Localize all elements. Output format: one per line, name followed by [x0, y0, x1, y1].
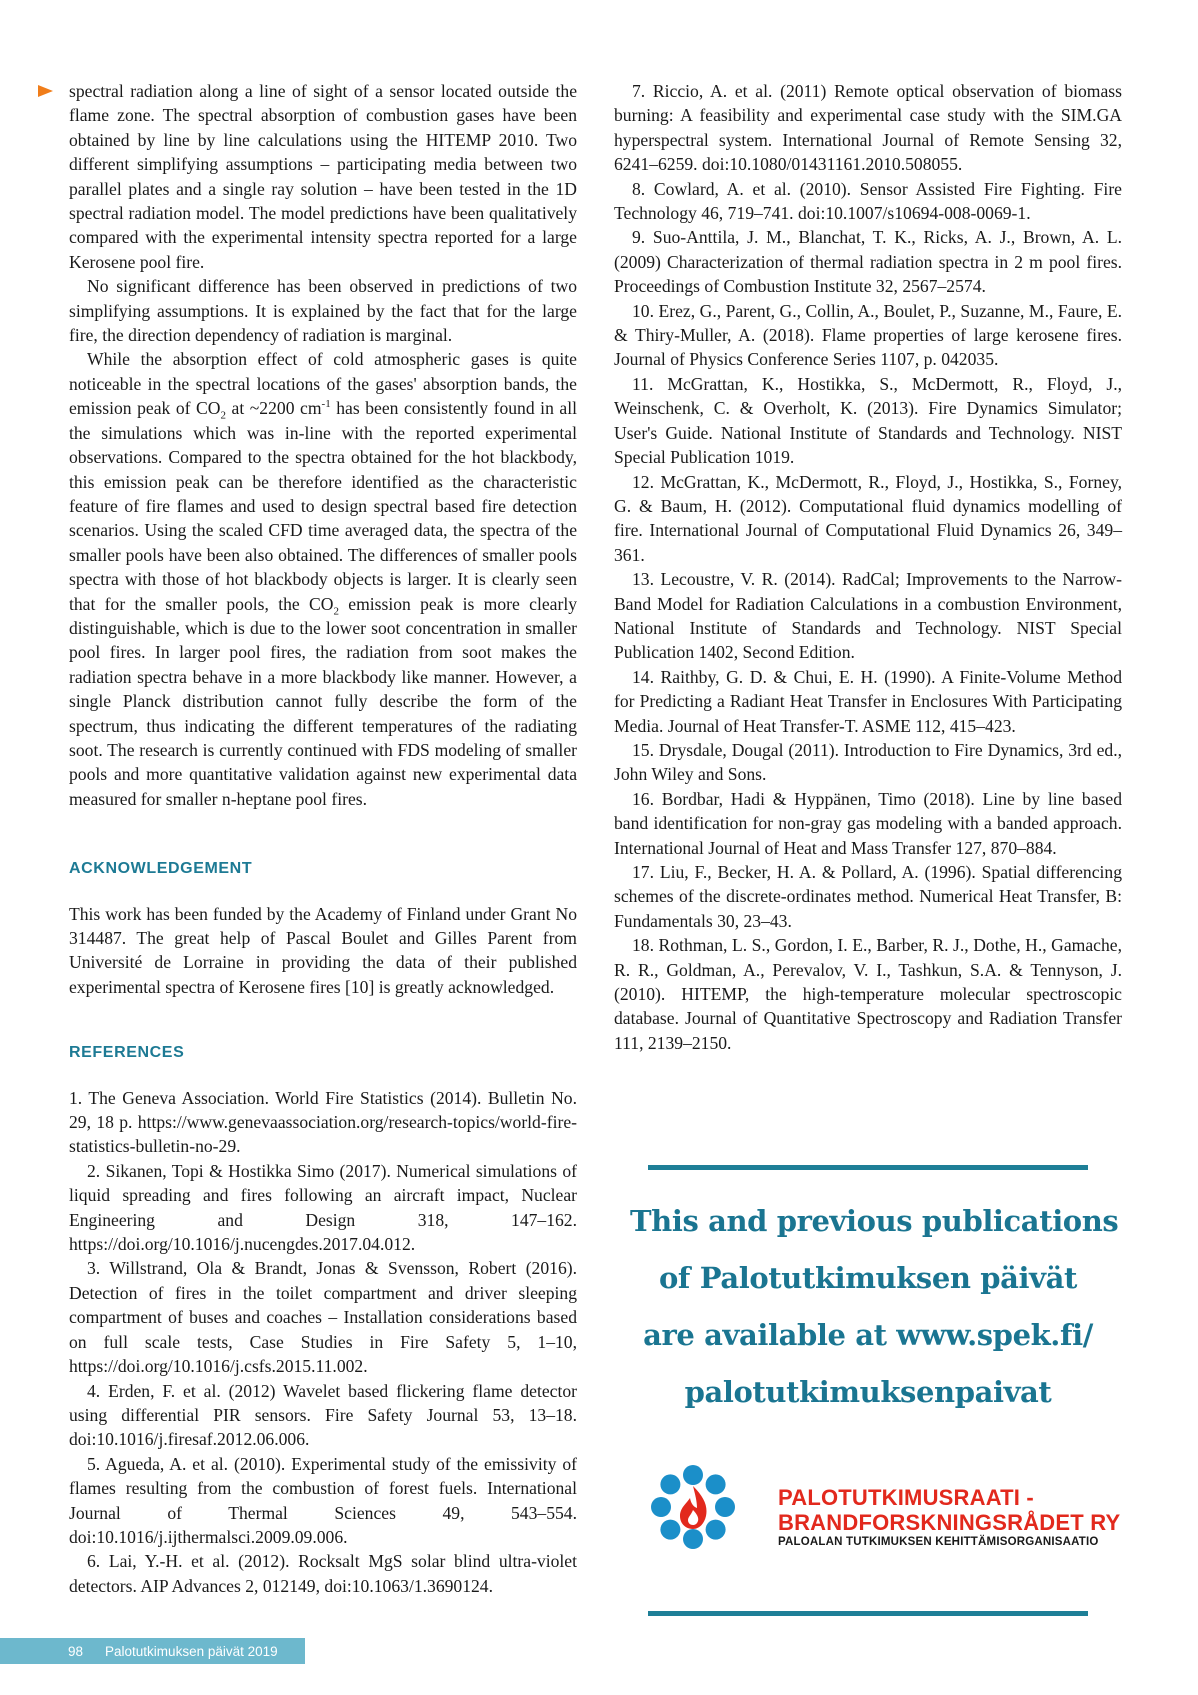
page-footer	[0, 1638, 305, 1664]
reference-item: 14. Raithby, G. D. & Chui, E. H. (1990). A Finite-Volume Method for Predicting a Radiant Heat Transfer in Enclosures With Participating Media. Journal of Heat Transfer-T. ASME 112, 415–423.	[614, 666, 1122, 736]
references-heading: REFERENCES	[69, 1044, 185, 1062]
body-paragraph-1: spectral radiation along a line of sight of a sensor located outside the flame zone. The spectral absorption of combustion gases have been obtained by line by line calculations using the HITEMP 2010. Two different simplifying assumptions – participating media between two parallel plates and a single ray solution – have been tested in the 1D spectral radiation model. The model predictions have been qualitatively compared with the experimental intensity spectra reported for a large Kerosene pool fire.	[69, 81, 577, 272]
acknowledgement-text: This work has been funded by the Academy of Finland under Grant No 314487. The great help of Pascal Boulet and Gilles Parent from Université de Lorraine in providing the data of their published experimental spectra of Kerosene fires [10] is greatly acknowledged.	[69, 903, 577, 997]
promo-top-rule	[648, 1165, 1088, 1170]
page-number: 98	[68, 1643, 84, 1659]
reference-item: 4. Erden, F. et al. (2012) Wavelet based flickering flame detector using differential PIR sensors. Fire Safety Journal 53, 13–18. doi:10.1016/j.firesaf.2012.06.006.	[69, 1380, 577, 1450]
p3-text-b: at ~2200 cm	[226, 398, 322, 419]
reference-item: 10. Erez, G., Parent, G., Collin, A., Boulet, P., Suzanne, M., Faure, E. & Thiry-Muller, A. (2018). Flame properties of large kerosene fires. Journal of Physics Conference Series 1107, p. 042035.	[614, 300, 1122, 370]
reference-item: 12. McGrattan, K., McDermott, R., Floyd, J., Hostikka, S., Forney, G. & Baum, H. (2012). Computational fluid dynamics modelling of fire. International Journal of Computational Fluid Dynamics 26, 349–361.	[614, 471, 1122, 565]
reference-item: 16. Bordbar, Hadi & Hyppänen, Timo (2018). Line by line based band identification for non-gray gas modeling with a banded approach. International Journal of Heat and Mass Transfer 127, 870–884.	[614, 788, 1122, 858]
left-column	[69, 79, 577, 1598]
reference-item: 3. Willstrand, Ola & Brandt, Jonas & Svensson, Robert (2016). Detection of fires in the toilet compartment and driver sleeping compartment of buses and coaches – Installation considerations based on full scale tests, Case Studies in Fire Safety 5, 1–10, https://doi.org/10.1016/j.csfs.2015.11.002.	[69, 1258, 577, 1377]
wavenumber-superscript: -1	[321, 398, 331, 411]
palotutkimusraati-logo-icon	[650, 1464, 736, 1550]
promo-bottom-rule	[648, 1611, 1088, 1616]
p3-text-a: While the absorption effect of cold atmospheric gases is quite noticeable in the spectral locations of the gases' absorption bands, the emission peak of CO	[69, 349, 577, 419]
promo-line: palotutkimuksenpaivat	[684, 1375, 1052, 1409]
reference-item: 6. Lai, Y.-H. et al. (2012). Rocksalt MgS solar blind ultra-violet detectors. AIP Advances 2, 012149, doi:10.1063/1.3690124.	[69, 1551, 577, 1596]
co2-subscript: 2	[333, 605, 339, 618]
reference-item: 7. Riccio, A. et al. (2011) Remote optical observation of biomass burning: A feasibility and experimental case study with the SIM.GA hyperspectral system. International Journal of Remote Sensing 32, 6241–6259. doi:10.1080/01431161.2010.508055.	[614, 81, 1122, 175]
publication-title: Palotutkimuksen päivät 2019	[105, 1643, 278, 1659]
body-paragraph-3	[69, 347, 577, 811]
reference-item: 18. Rothman, L. S., Gordon, I. E., Barber, R. J., Dothe, H., Gamache, R. R., Goldman, A., Perevalov, V. I., Tashkun, S.A. & Tennyson, J. (2010). HITEMP, the high-temperature molecular spectroscopic database. Journal of Quantitative Spectroscopy and Radiation Transfer 111, 2139–2150.	[614, 935, 1122, 1053]
reference-item: 5. Agueda, A. et al. (2010). Experimental study of the emissivity of flames resulting from the combustion of forest fuels. International Journal of Thermal Sciences 49, 543–554. doi:10.1016/j.ijthermalsci.2009.09.006.	[69, 1453, 577, 1547]
org-tagline: PALOALAN TUTKIMUKSEN KEHITTÄMISORGANISAATIO	[778, 1536, 1099, 1548]
reference-item: 2. Sikanen, Topi & Hostikka Simo (2017). Numerical simulations of liquid spreading and fires following an aircraft impact, Nuclear Engineering and Design 318, 147–162. https://doi.org/10.1016/j.nucengdes.2017.04.012.	[69, 1160, 577, 1255]
reference-item: 8. Cowlard, A. et al. (2010). Sensor Assisted Fire Fighting. Fire Technology 46, 719–741. doi:10.1007/s10694-008-0069-1.	[614, 178, 1122, 224]
reference-item: 15. Drysdale, Dougal (2011). Introduction to Fire Dynamics, 3rd ed., John Wiley and Sons.	[614, 739, 1122, 785]
body-paragraph-2: No significant difference has been observed in predictions of two simplifying assumptions. It is explained by the fact that for the large fire, the direction dependency of radiation is marginal.	[69, 276, 577, 346]
p3-text-c: has been consistently found in all the simulations which was in-line with the reported experimental observations. Compared to the spectra obtained for the hot blackbody, this emission peak can be therefore identified as the characteristic feature of fire flames and used to design spectral based fire detection scenarios. Using the scaled CFD time averaged data, the spectra of the smaller pools have been also obtained. The differences of smaller pools spectra with those of hot blackbody objects is larger. It is clearly seen that for the smaller pools, the CO	[69, 398, 577, 614]
reference-item: 17. Liu, F., Becker, H. A. & Pollard, A. (1996). Spatial differencing schemes of the discrete-ordinates method. Numerical Heat Transfer, B: Fundamentals 30, 23–43.	[614, 862, 1122, 931]
p3-text-d: emission peak is more clearly distinguishable, which is due to the lower soot concentration in smaller pool fires. In larger pool fires, the radiation from soot makes the radiation spectra behave in a more blackbody like manner. However, a single Planck distribution cannot fully describe the form of the spectrum, thus indicating the different temperatures of the radiating soot. The research is currently continued with FDS modeling of smaller pools and more quantitative validation against new experimental data measured for smaller n-heptane pool fires.	[69, 593, 577, 809]
promo-line: of Palotutkimuksen päivät	[658, 1261, 1078, 1295]
org-name-swedish: BRANDFORSKNINGSRÅDET RY	[778, 1510, 1121, 1535]
reference-item: 11. McGrattan, K., Hostikka, S., McDermott, R., Floyd, J., Weinschenk, C. & Overholt, K. (2013). Fire Dynamics Simulator; User's Guide. National Institute of Standards and Technology. NIST Special Publication 1019.	[614, 373, 1122, 468]
co2-subscript: 2	[220, 409, 226, 422]
promo-line: are available at www.spek.fi/	[643, 1318, 1093, 1352]
org-name-finnish: PALOTUTKIMUSRAATI -	[778, 1485, 1034, 1510]
reference-item: 1. The Geneva Association. World Fire Statistics (2014). Bulletin No. 29, 18 p. https://www.genevaassociation.org/research-topics/world-fire-statistics-bulletin-no-29.	[69, 1087, 577, 1157]
publications-promo	[630, 1193, 1119, 1421]
acknowledgement-heading: ACKNOWLEDGEMENT	[69, 860, 253, 878]
continuation-arrow-icon	[38, 85, 53, 97]
reference-item: 13. Lecoustre, V. R. (2014). RadCal; Improvements to the Narrow-Band Model for Radiation Calculations in a combustion Environment, National Institute of Standards and Technology. NIST Special Publication 1402, Second Edition.	[614, 569, 1122, 663]
promo-line: This and previous publications	[630, 1204, 1119, 1238]
right-column	[614, 79, 1122, 1055]
reference-item: 9. Suo-Anttila, J. M., Blanchat, T. K., Ricks, A. J., Brown, A. L. (2009) Characterization of thermal radiation spectra in 2 m pool fires. Proceedings of Combustion Institute 32, 2567–2574.	[614, 227, 1122, 297]
